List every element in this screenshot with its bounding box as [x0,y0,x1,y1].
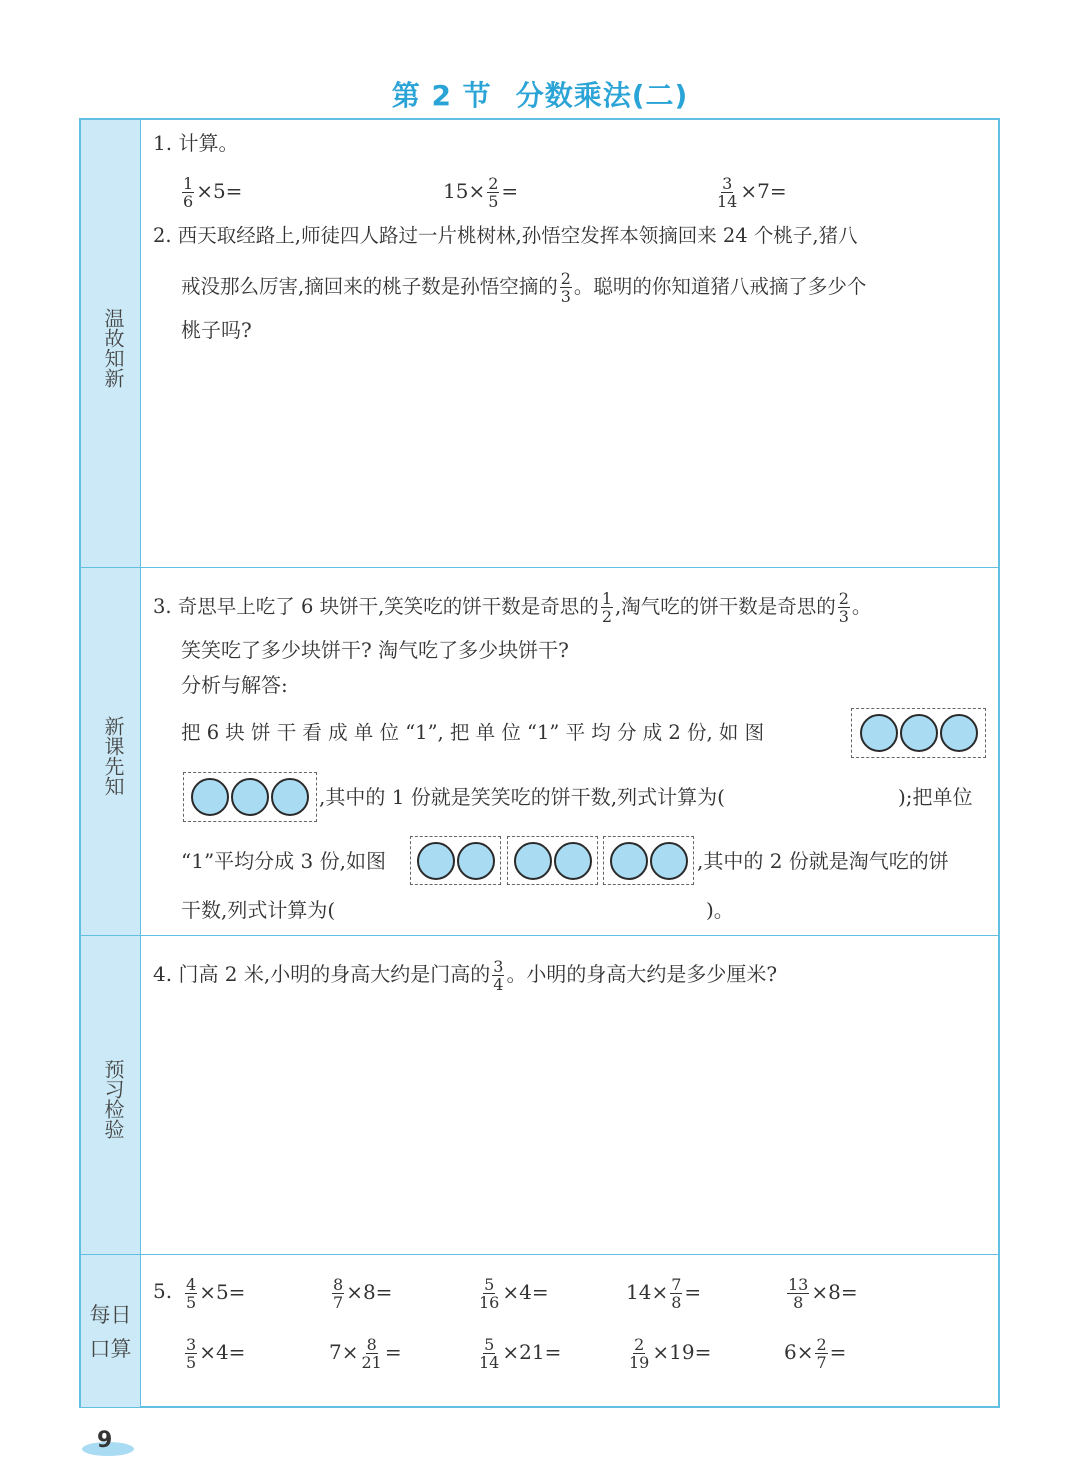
worksheet-frame [79,118,1000,1408]
oral-calc-item: 6× $\frac{2}{7}$ = [784,1335,847,1372]
question-3-line7-b: )。 [706,898,734,922]
oral-calc-item: $\frac{2}{19}$ ×19= [629,1335,712,1372]
page-number [82,1428,134,1458]
oral-calc-item: $\frac{8}{7}$ ×8= [333,1275,393,1312]
daily-oral-line1: 每日 [89,1303,132,1327]
section-divider [81,1254,998,1255]
biscuit-circle [554,842,592,880]
q1-expression-2: 15× $\frac{2}{5}$ = [443,174,519,211]
biscuit-circle [271,778,309,816]
oral-calc-item: $\frac{3}{5}$ ×4= [186,1335,246,1372]
question-3-line7-a: 干数,列式计算为( [181,898,336,922]
biscuit-circle [940,714,978,752]
biscuit-circle [610,842,648,880]
section-divider [81,567,998,568]
biscuit-circle [650,842,688,880]
biscuit-circle [191,778,229,816]
biscuit-diagram-third [603,836,694,885]
fraction: $\frac{1}{6}$ [183,174,194,211]
oral-calc-item: $\frac{5}{14}$ ×21= [479,1335,562,1372]
fraction: $\frac{2}{5}$ [488,174,499,211]
section-label-preview-check: 预习检验 [101,1059,125,1139]
biscuit-circle [900,714,938,752]
question-5-label: 5. [153,1279,173,1303]
biscuit-circle [231,778,269,816]
question-1-label: 1. 计算。 [153,131,239,155]
section-label-review: 温故知新 [101,308,125,388]
question-2-line3: 桃子吗? [181,318,252,342]
question-3-line2: 笑笑吃了多少块饼干? 淘气吃了多少块饼干? [181,638,569,662]
section-label-new-lesson: 新课先知 [101,716,125,796]
biscuit-diagram-half [183,772,317,822]
question-4: 4. 门高 2 米,小明的身高大约是门高的 $\frac{3}{4}$ 。小明的身高大约是多少厘米? [153,957,778,994]
biscuit-diagram-whole [851,708,986,758]
question-2-line1: 2. 西天取经路上,师徒四人路过一片桃树林,孙悟空发挥本领摘回来 24 个桃子,猪八 [153,224,858,247]
fraction: $\frac{3}{14}$ [717,174,738,211]
question-3-line4: 把 6 块 饼 干 看 成 单 位 “1”, 把 单 位 “1” 平 均 分 成 2 份, 如 图 [181,721,765,744]
fraction: $\frac{2}{3}$ [838,589,849,626]
biscuit-diagram-third [410,836,501,885]
q1-expression-3: $\frac{3}{14}$ ×7= [717,174,787,211]
question-3-line6-b: ,其中的 2 份就是淘气吃的饼 [697,849,949,873]
fraction: $\frac{1}{2}$ [601,589,612,626]
column-divider [140,120,141,1407]
biscuit-circle [860,714,898,752]
question-3-line5-b: );把单位 [898,785,973,809]
oral-calc-item: 14× $\frac{7}{8}$ = [626,1275,702,1312]
question-3-line5-a: ,其中的 1 份就是笑笑吃的饼干数,列式计算为( [319,785,725,809]
oral-calc-item: $\frac{5}{16}$ ×4= [479,1275,549,1312]
section-title: 分数乘法(二) [515,79,689,112]
daily-oral-line2: 口算 [89,1337,132,1361]
biscuit-diagram-third [507,836,598,885]
section-number: 第 2 节 [391,79,492,112]
biscuit-circle [514,842,552,880]
section-label-daily-oral [81,1298,140,1366]
fraction: $\frac{3}{4}$ [493,957,504,994]
biscuit-circle [457,842,495,880]
oral-calc-item: 7× $\frac{8}{21}$ = [329,1335,402,1372]
question-2-line2: 戒没那么厉害,摘回来的桃子数是孙悟空摘的 $\frac{2}{3}$ 。聪明的你知道猪八戒摘了多少个 [181,269,867,306]
page-title [0,74,1080,114]
question-3-analysis-label: 分析与解答: [181,673,288,697]
oral-calc-item: $\frac{13}{8}$ ×8= [788,1275,858,1312]
section-divider [81,935,998,936]
biscuit-circle [417,842,455,880]
question-3-line1: 3. 奇思早上吃了 6 块饼干,笑笑吃的饼干数是奇思的 $\frac{1}{2}$ ,淘气吃的饼干数是奇思的 $\frac{2}{3}$ 。 [153,589,872,626]
q1-expression-1: $\frac{1}{6}$ ×5= [183,174,243,211]
question-3-line6-a: “1”平均分成 3 份,如图 [181,849,386,873]
fraction: $\frac{2}{3}$ [560,269,571,306]
oral-calc-item: $\frac{4}{5}$ ×5= [186,1275,246,1312]
page-number-text: 9 [97,1428,113,1453]
